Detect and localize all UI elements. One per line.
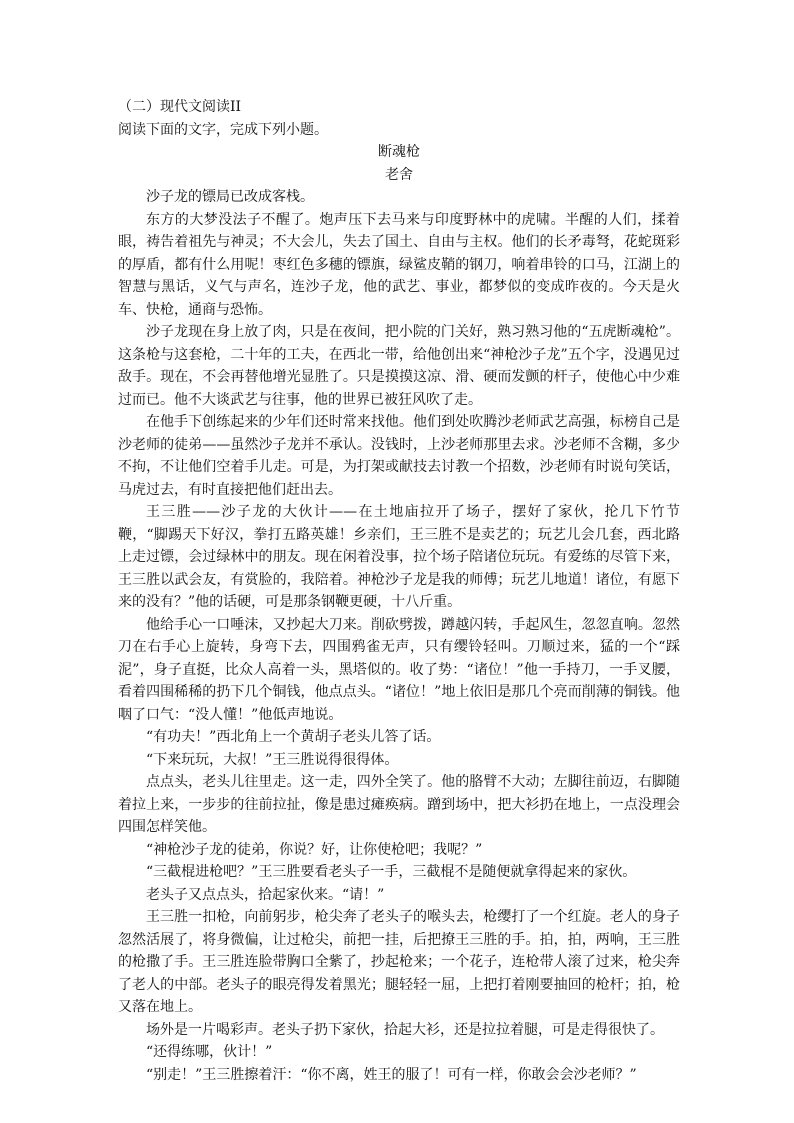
paragraph: 老头子又点点头，拾起家伙来。“请！” (146, 886, 385, 903)
paragraph: “有功夫！”西北角上一个黄胡子老头儿答了话。 (146, 729, 441, 745)
paragraph: 场外是一片喝彩声。老头子扔下家伙，拾起大衫，还是拉拉着腿，可是走得很快了。 (146, 1021, 664, 1038)
paragraph: 点点头，老头儿往里走。这一走，四外全笑了。他的胳臂不大动；左脚往前迈，右脚随着拉上来，一步步的往前拉扯，像是患过瘫痪病。蹭到场中，把大衫扔在地上，一点没理会四围怎样笑他。 (118, 774, 680, 835)
paragraph: “还得练哪，伙计！” (146, 1044, 273, 1060)
paragraph: 王三胜——沙子龙的大伙计——在土地庙拉开了场子，摆好了家伙，抡几下竹节鞭，“脚踢天下好汉，拳打五路英雄！乡亲们，王三胜不是卖艺的；玩艺儿会几套，西北路上走过镖，会过绿林中的朋友。现在闲着没事，拉个场子陪诸位玩玩。有爱练的尽管下来，王三胜以武会友，有赏脸的，我陪着。神枪沙子龙是我的师傅；玩艺儿地道！诸位，有愿下来的没有？”他的话硬，可是那条钢鞭更硬，十八斤重。 (118, 504, 680, 610)
paragraph: 在他手下创练起来的少年们还时常来找他。他们到处吹腾沙老师武艺高强，标榜自己是沙老师的徒弟——虽然沙子龙并不承认。没钱时，上沙老师那里去求。沙老师不含糊，多少不拘，不让他们空着手儿走。可是，为打架或献技去讨教一个招数，沙老师有时说句笑话，马虎过去，有时直接把他们赶出去。 (118, 414, 680, 498)
document-page (118, 96, 680, 1086)
article-author: 老舍 (385, 166, 413, 183)
paragraph: 沙子龙现在身上放了肉，只是在夜间，把小院的门关好，熟习熟习他的“五虎断魂枪”。这条枪与这套枪，二十年的工夫，在西北一带，给他创出来“神枪沙子龙”五个字，没遇见过敌手。现在，不会再替他增光显胜了。只是摸摸这凉、滑、硬而发颤的杆子，使他心中少难过而已。他不大谈武艺与往事，他的世界已被狂风吹了走。 (118, 324, 680, 408)
section-heading: （二）现代文阅读II (118, 99, 242, 115)
paragraph: “下来玩玩，大叔！”王三胜说得很得体。 (146, 751, 399, 768)
paragraph: “别走！”王三胜擦着汗：“你不离，姓王的服了！可有一样，你敢会会沙老师？” (146, 1066, 637, 1083)
paragraph: “神枪沙子龙的徒弟，你说？好，让你使枪吧；我呢？” (146, 841, 483, 858)
instruction-text: 阅读下面的文字，完成下列小题。 (118, 121, 328, 138)
paragraph: “三截棍进枪吧？”王三胜要看老头子一手，三截棍不是随便就拿得起来的家伙。 (146, 864, 637, 880)
article-title: 断魂枪 (378, 144, 420, 160)
paragraph: 王三胜一扣枪，向前躬步，枪尖奔了老头子的喉头去，枪缨打了一个红旋。老人的身子忽然活展了，将身微偏，让过枪尖，前把一挂，后把撩王三胜的手。拍，拍，两响，王三胜的枪撒了手。王三胜连脸带胸口全紫了，抄起枪来；一个花子，连枪带人滚了过来，枪尖奔了老人的中部。老头子的眼亮得发着黑光；腿轻轻一屈，上把打着刚要抽回的枪杆；拍，枪又落在地上。 (118, 909, 680, 1015)
paragraph: 他给手心一口唾沫，又抄起大刀来。削砍劈拨，蹲越闪转，手起风生，忽忽直响。忽然刀在右手心上旋转，身弯下去，四围鸦雀无声，只有缨铃轻叫。刀顺过来，猛的一个“踩泥”，身子直挺，比众人高着一头，黑塔似的。收了势：“诸位！”他一手持刀，一手叉腰，看着四围稀稀的扔下几个铜钱，他点点头。“诸位！”地上依旧是那几个亮而削薄的铜钱。他咽了口气：“没人懂！”他低声地说。 (118, 616, 680, 723)
paragraph: 沙子龙的镖局已改成客栈。 (146, 189, 314, 205)
paragraph: 东方的大梦没法子不醒了。炮声压下去马来与印度野林中的虎啸。半醒的人们，揉着眼，祷告着祖先与神灵；不大会儿，失去了国土、自由与主权。他们的长矛毒弩，花蛇斑彩的厚盾，都有什么用呢！枣红色多穗的镖旗，绿鲨皮鞘的钢刀，响着串铃的口马，江湖上的智慧与黑话，义气与声名，连沙子龙，他的武艺、事业，都梦似的变成昨夜的。今天是火车、快枪，通商与恐怖。 (118, 211, 680, 318)
